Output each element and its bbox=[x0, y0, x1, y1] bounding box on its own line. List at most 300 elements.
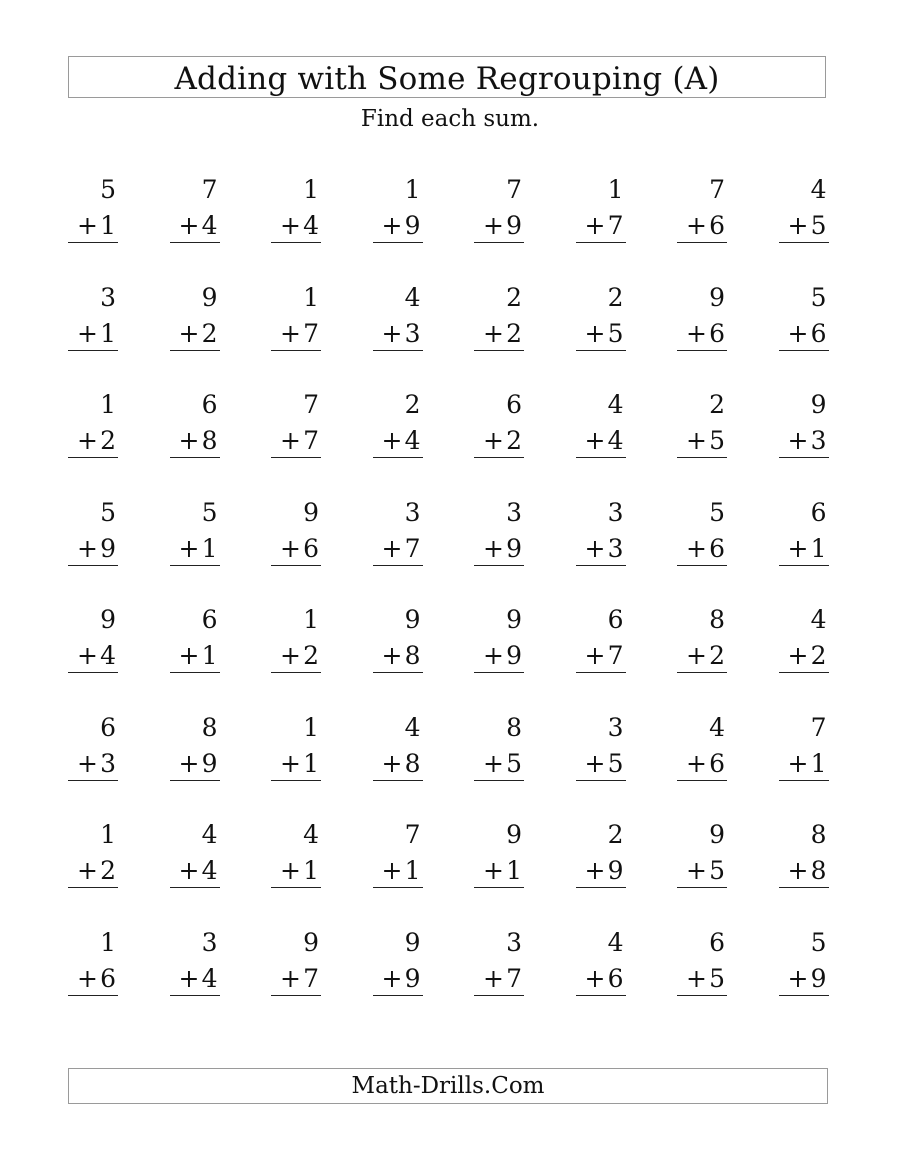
bottom-addend: 6 bbox=[709, 748, 725, 778]
addition-problem bbox=[474, 280, 524, 388]
answer-line bbox=[271, 748, 321, 781]
top-addend: 2 bbox=[404, 390, 421, 419]
addition-problem bbox=[779, 710, 829, 818]
answer-line bbox=[576, 318, 626, 351]
plus-sign: + bbox=[483, 748, 504, 778]
addition-problem bbox=[373, 495, 423, 603]
bottom-addend: 1 bbox=[100, 211, 116, 240]
answer-line bbox=[373, 533, 423, 566]
answer-line bbox=[170, 963, 220, 996]
problem-grid bbox=[68, 172, 828, 1032]
top-addend: 2 bbox=[709, 390, 725, 419]
addition-problem bbox=[271, 710, 321, 818]
plus-sign: + bbox=[381, 856, 403, 885]
bottom-addend: 7 bbox=[404, 533, 421, 563]
answer-line bbox=[170, 855, 220, 888]
top-addend: 3 bbox=[100, 282, 116, 312]
bottom-addend: 1 bbox=[303, 856, 319, 885]
bottom-addend: 3 bbox=[404, 318, 421, 348]
top-addend: 5 bbox=[100, 497, 116, 527]
top-addend: 9 bbox=[709, 820, 725, 849]
top-addend: 4 bbox=[404, 282, 421, 312]
addition-problem bbox=[170, 280, 220, 388]
top-addend: 7 bbox=[506, 175, 522, 204]
bottom-addend: 4 bbox=[201, 211, 218, 240]
addition-problem bbox=[170, 925, 220, 1033]
top-addend: 6 bbox=[607, 605, 624, 634]
top-addend: 5 bbox=[709, 497, 725, 527]
bottom-addend: 1 bbox=[303, 748, 319, 778]
bottom-addend: 3 bbox=[810, 426, 827, 455]
plus-sign: + bbox=[787, 533, 809, 563]
top-addend: 4 bbox=[404, 712, 421, 742]
addition-problem bbox=[373, 172, 423, 280]
plus-sign: + bbox=[77, 963, 98, 993]
top-addend: 2 bbox=[607, 282, 624, 312]
answer-line bbox=[271, 425, 321, 458]
answer-line bbox=[779, 318, 829, 351]
plus-sign: + bbox=[483, 318, 504, 348]
answer-line bbox=[576, 640, 626, 673]
bottom-addend: 7 bbox=[303, 318, 319, 348]
addition-problem bbox=[576, 387, 626, 495]
addition-problem bbox=[779, 602, 829, 710]
bottom-addend: 4 bbox=[607, 426, 624, 455]
top-addend: 6 bbox=[100, 712, 116, 742]
bottom-addend: 1 bbox=[506, 856, 522, 885]
answer-line bbox=[170, 533, 220, 566]
plus-sign: + bbox=[280, 426, 301, 455]
plus-sign: + bbox=[381, 211, 403, 240]
answer-line bbox=[779, 533, 829, 566]
addition-problem bbox=[170, 172, 220, 280]
plus-sign: + bbox=[178, 641, 200, 670]
top-addend: 6 bbox=[506, 390, 522, 419]
bottom-addend: 3 bbox=[607, 533, 624, 563]
addition-problem bbox=[373, 925, 423, 1033]
addition-problem bbox=[779, 817, 829, 925]
bottom-addend: 7 bbox=[607, 641, 624, 670]
addition-problem bbox=[677, 710, 727, 818]
answer-line bbox=[373, 640, 423, 673]
top-addend: 6 bbox=[810, 497, 827, 527]
plus-sign: + bbox=[686, 856, 707, 885]
plus-sign: + bbox=[787, 963, 809, 993]
top-addend: 3 bbox=[607, 497, 624, 527]
answer-line bbox=[677, 640, 727, 673]
plus-sign: + bbox=[381, 748, 403, 778]
plus-sign: + bbox=[787, 318, 809, 348]
plus-sign: + bbox=[584, 426, 606, 455]
answer-line bbox=[474, 210, 524, 243]
top-addend: 4 bbox=[810, 605, 827, 634]
bottom-addend: 1 bbox=[201, 641, 218, 670]
answer-line bbox=[271, 640, 321, 673]
instructions: Find each sum. bbox=[360, 106, 540, 132]
plus-sign: + bbox=[77, 318, 98, 348]
addition-problem bbox=[170, 602, 220, 710]
bottom-addend: 2 bbox=[100, 426, 116, 455]
plus-sign: + bbox=[77, 533, 98, 563]
answer-line bbox=[677, 963, 727, 996]
plus-sign: + bbox=[280, 856, 301, 885]
top-addend: 4 bbox=[303, 820, 319, 849]
answer-line bbox=[271, 963, 321, 996]
bottom-addend: 2 bbox=[100, 856, 116, 885]
addition-problem bbox=[474, 710, 524, 818]
answer-line bbox=[373, 425, 423, 458]
top-addend: 4 bbox=[709, 712, 725, 742]
addition-problem bbox=[474, 817, 524, 925]
addition-problem bbox=[68, 387, 118, 495]
answer-line bbox=[170, 748, 220, 781]
page-title: Adding with Some Regrouping (A) bbox=[174, 60, 720, 97]
addition-problem bbox=[779, 172, 829, 280]
plus-sign: + bbox=[483, 963, 504, 993]
plus-sign: + bbox=[584, 211, 606, 240]
addition-problem bbox=[68, 710, 118, 818]
answer-line bbox=[68, 425, 118, 458]
addition-problem bbox=[170, 710, 220, 818]
top-addend: 1 bbox=[404, 175, 421, 204]
answer-line bbox=[677, 210, 727, 243]
top-addend: 7 bbox=[404, 820, 421, 849]
bottom-addend: 5 bbox=[506, 748, 522, 778]
top-addend: 9 bbox=[201, 282, 218, 312]
bottom-addend: 7 bbox=[303, 426, 319, 455]
plus-sign: + bbox=[787, 748, 809, 778]
bottom-addend: 1 bbox=[201, 533, 218, 563]
addition-problem bbox=[170, 817, 220, 925]
top-addend: 4 bbox=[201, 820, 218, 849]
addition-problem bbox=[677, 602, 727, 710]
bottom-addend: 2 bbox=[303, 641, 319, 670]
bottom-addend: 6 bbox=[709, 533, 725, 563]
top-addend: 3 bbox=[201, 927, 218, 957]
addition-problem bbox=[271, 817, 321, 925]
answer-line bbox=[677, 318, 727, 351]
plus-sign: + bbox=[77, 211, 98, 240]
addition-problem bbox=[271, 172, 321, 280]
top-addend: 1 bbox=[100, 820, 116, 849]
answer-line bbox=[779, 963, 829, 996]
plus-sign: + bbox=[280, 318, 301, 348]
top-addend: 5 bbox=[100, 175, 116, 204]
answer-line bbox=[474, 425, 524, 458]
bottom-addend: 4 bbox=[303, 211, 319, 240]
top-addend: 5 bbox=[810, 927, 827, 957]
answer-line bbox=[576, 210, 626, 243]
top-addend: 3 bbox=[506, 927, 522, 957]
bottom-addend: 7 bbox=[506, 963, 522, 993]
bottom-addend: 1 bbox=[810, 748, 827, 778]
answer-line bbox=[373, 318, 423, 351]
addition-problem bbox=[677, 495, 727, 603]
answer-line bbox=[68, 963, 118, 996]
answer-line bbox=[68, 748, 118, 781]
top-addend: 2 bbox=[607, 820, 624, 849]
plus-sign: + bbox=[584, 318, 606, 348]
plus-sign: + bbox=[381, 533, 403, 563]
addition-problem bbox=[677, 280, 727, 388]
top-addend: 9 bbox=[506, 820, 522, 849]
answer-line bbox=[474, 748, 524, 781]
plus-sign: + bbox=[483, 426, 504, 455]
top-addend: 8 bbox=[709, 605, 725, 634]
addition-problem bbox=[474, 387, 524, 495]
plus-sign: + bbox=[686, 426, 707, 455]
answer-line bbox=[779, 748, 829, 781]
answer-line bbox=[576, 425, 626, 458]
top-addend: 2 bbox=[506, 282, 522, 312]
plus-sign: + bbox=[483, 533, 504, 563]
addition-problem bbox=[68, 602, 118, 710]
bottom-addend: 1 bbox=[810, 533, 827, 563]
answer-line bbox=[271, 318, 321, 351]
bottom-addend: 9 bbox=[810, 963, 827, 993]
bottom-addend: 5 bbox=[607, 318, 624, 348]
top-addend: 7 bbox=[201, 175, 218, 204]
addition-problem bbox=[373, 387, 423, 495]
top-addend: 9 bbox=[100, 605, 116, 634]
addition-problem bbox=[170, 387, 220, 495]
addition-problem bbox=[576, 280, 626, 388]
answer-line bbox=[677, 533, 727, 566]
top-addend: 3 bbox=[506, 497, 522, 527]
addition-problem bbox=[373, 817, 423, 925]
answer-line bbox=[373, 748, 423, 781]
addition-problem bbox=[68, 925, 118, 1033]
addition-problem bbox=[576, 925, 626, 1033]
plus-sign: + bbox=[381, 963, 403, 993]
bottom-addend: 9 bbox=[506, 211, 522, 240]
plus-sign: + bbox=[686, 533, 707, 563]
bottom-addend: 9 bbox=[201, 748, 218, 778]
addition-problem bbox=[576, 817, 626, 925]
top-addend: 1 bbox=[100, 390, 116, 419]
answer-line bbox=[373, 210, 423, 243]
plus-sign: + bbox=[178, 211, 200, 240]
bottom-addend: 6 bbox=[607, 963, 624, 993]
addition-problem bbox=[271, 495, 321, 603]
plus-sign: + bbox=[686, 641, 707, 670]
bottom-addend: 4 bbox=[201, 963, 218, 993]
bottom-addend: 9 bbox=[100, 533, 116, 563]
answer-line bbox=[779, 210, 829, 243]
top-addend: 6 bbox=[201, 605, 218, 634]
addition-problem bbox=[576, 172, 626, 280]
answer-line bbox=[677, 425, 727, 458]
bottom-addend: 5 bbox=[709, 426, 725, 455]
plus-sign: + bbox=[178, 856, 200, 885]
addition-problem bbox=[68, 172, 118, 280]
top-addend: 9 bbox=[404, 927, 421, 957]
title-box bbox=[68, 56, 826, 98]
answer-line bbox=[474, 963, 524, 996]
top-addend: 7 bbox=[709, 175, 725, 204]
addition-problem bbox=[271, 925, 321, 1033]
bottom-addend: 9 bbox=[506, 641, 522, 670]
bottom-addend: 4 bbox=[201, 856, 218, 885]
answer-line bbox=[474, 855, 524, 888]
top-addend: 9 bbox=[303, 497, 319, 527]
plus-sign: + bbox=[686, 318, 707, 348]
answer-line bbox=[68, 855, 118, 888]
plus-sign: + bbox=[280, 211, 301, 240]
bottom-addend: 4 bbox=[404, 426, 421, 455]
top-addend: 9 bbox=[709, 282, 725, 312]
bottom-addend: 7 bbox=[303, 963, 319, 993]
plus-sign: + bbox=[787, 426, 809, 455]
answer-line bbox=[779, 425, 829, 458]
top-addend: 1 bbox=[100, 927, 116, 957]
top-addend: 6 bbox=[709, 927, 725, 957]
answer-line bbox=[576, 855, 626, 888]
top-addend: 3 bbox=[404, 497, 421, 527]
footer-text: Math-Drills.Com bbox=[351, 1073, 545, 1099]
addition-problem bbox=[677, 817, 727, 925]
answer-line bbox=[474, 533, 524, 566]
bottom-addend: 2 bbox=[810, 641, 827, 670]
plus-sign: + bbox=[280, 533, 301, 563]
plus-sign: + bbox=[686, 963, 707, 993]
plus-sign: + bbox=[77, 856, 98, 885]
top-addend: 9 bbox=[404, 605, 421, 634]
plus-sign: + bbox=[787, 641, 809, 670]
top-addend: 1 bbox=[303, 282, 319, 312]
plus-sign: + bbox=[77, 641, 98, 670]
bottom-addend: 3 bbox=[100, 748, 116, 778]
bottom-addend: 1 bbox=[100, 318, 116, 348]
bottom-addend: 9 bbox=[404, 963, 421, 993]
bottom-addend: 2 bbox=[506, 318, 522, 348]
plus-sign: + bbox=[178, 426, 200, 455]
bottom-addend: 4 bbox=[100, 641, 116, 670]
plus-sign: + bbox=[381, 318, 403, 348]
top-addend: 6 bbox=[201, 390, 218, 419]
top-addend: 8 bbox=[506, 712, 522, 742]
addition-problem bbox=[271, 602, 321, 710]
answer-line bbox=[68, 318, 118, 351]
plus-sign: + bbox=[381, 641, 403, 670]
addition-problem bbox=[271, 387, 321, 495]
top-addend: 1 bbox=[607, 175, 624, 204]
plus-sign: + bbox=[381, 426, 403, 455]
plus-sign: + bbox=[483, 211, 504, 240]
answer-line bbox=[170, 318, 220, 351]
plus-sign: + bbox=[787, 211, 809, 240]
bottom-addend: 6 bbox=[709, 211, 725, 240]
answer-line bbox=[68, 640, 118, 673]
plus-sign: + bbox=[483, 856, 504, 885]
answer-line bbox=[170, 210, 220, 243]
plus-sign: + bbox=[686, 211, 707, 240]
answer-line bbox=[68, 210, 118, 243]
addition-problem bbox=[576, 495, 626, 603]
plus-sign: + bbox=[584, 856, 606, 885]
addition-problem bbox=[373, 710, 423, 818]
answer-line bbox=[170, 425, 220, 458]
addition-problem bbox=[68, 280, 118, 388]
bottom-addend: 2 bbox=[506, 426, 522, 455]
bottom-addend: 6 bbox=[303, 533, 319, 563]
bottom-addend: 2 bbox=[201, 318, 218, 348]
answer-line bbox=[271, 210, 321, 243]
top-addend: 5 bbox=[810, 282, 827, 312]
top-addend: 8 bbox=[201, 712, 218, 742]
top-addend: 5 bbox=[201, 497, 218, 527]
top-addend: 1 bbox=[303, 175, 319, 204]
top-addend: 4 bbox=[607, 390, 624, 419]
top-addend: 7 bbox=[303, 390, 319, 419]
top-addend: 8 bbox=[810, 820, 827, 849]
top-addend: 9 bbox=[810, 390, 827, 419]
bottom-addend: 8 bbox=[404, 641, 421, 670]
footer-box bbox=[68, 1068, 828, 1104]
addition-problem bbox=[576, 710, 626, 818]
plus-sign: + bbox=[77, 748, 98, 778]
addition-problem bbox=[677, 387, 727, 495]
bottom-addend: 9 bbox=[607, 856, 624, 885]
bottom-addend: 2 bbox=[709, 641, 725, 670]
top-addend: 1 bbox=[303, 712, 319, 742]
plus-sign: + bbox=[686, 748, 707, 778]
answer-line bbox=[677, 748, 727, 781]
answer-line bbox=[271, 855, 321, 888]
bottom-addend: 9 bbox=[506, 533, 522, 563]
answer-line bbox=[474, 318, 524, 351]
addition-problem bbox=[576, 602, 626, 710]
bottom-addend: 5 bbox=[810, 211, 827, 240]
plus-sign: + bbox=[787, 856, 809, 885]
addition-problem bbox=[677, 172, 727, 280]
bottom-addend: 6 bbox=[810, 318, 827, 348]
addition-problem bbox=[779, 387, 829, 495]
addition-problem bbox=[779, 280, 829, 388]
plus-sign: + bbox=[584, 748, 606, 778]
addition-problem bbox=[677, 925, 727, 1033]
answer-line bbox=[373, 963, 423, 996]
addition-problem bbox=[474, 495, 524, 603]
answer-line bbox=[170, 640, 220, 673]
bottom-addend: 6 bbox=[100, 963, 116, 993]
plus-sign: + bbox=[483, 641, 504, 670]
plus-sign: + bbox=[178, 533, 200, 563]
answer-line bbox=[779, 640, 829, 673]
plus-sign: + bbox=[280, 963, 301, 993]
bottom-addend: 8 bbox=[404, 748, 421, 778]
bottom-addend: 8 bbox=[810, 856, 827, 885]
addition-problem bbox=[474, 925, 524, 1033]
bottom-addend: 1 bbox=[404, 856, 421, 885]
bottom-addend: 6 bbox=[709, 318, 725, 348]
addition-problem bbox=[373, 280, 423, 388]
plus-sign: + bbox=[280, 748, 301, 778]
top-addend: 9 bbox=[506, 605, 522, 634]
bottom-addend: 9 bbox=[404, 211, 421, 240]
bottom-addend: 7 bbox=[607, 211, 624, 240]
addition-problem bbox=[271, 280, 321, 388]
top-addend: 1 bbox=[303, 605, 319, 634]
plus-sign: + bbox=[584, 963, 606, 993]
plus-sign: + bbox=[77, 426, 98, 455]
plus-sign: + bbox=[178, 963, 200, 993]
answer-line bbox=[576, 533, 626, 566]
answer-line bbox=[373, 855, 423, 888]
addition-problem bbox=[779, 925, 829, 1033]
bottom-addend: 5 bbox=[607, 748, 624, 778]
answer-line bbox=[271, 533, 321, 566]
